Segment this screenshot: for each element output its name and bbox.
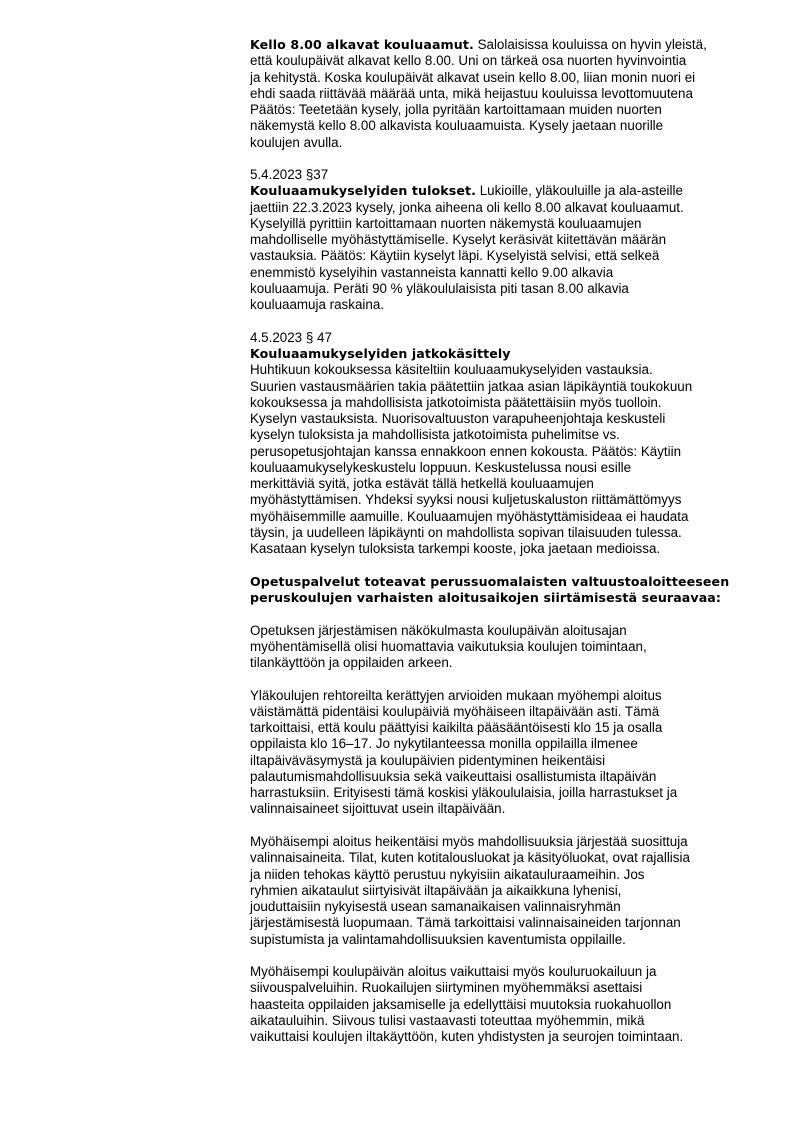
paragraph-line: Suurien vastausmäärien takia päätettiin jatkaa asian läpikäyntiä toukokuun: [250, 378, 693, 394]
spacer: [250, 818, 770, 834]
section-opetuspalvelut: [250, 574, 770, 1046]
section-heading: Opetuspalvelut toteavat perussuomalaisten valtuustoaloitteeseen: [250, 573, 730, 589]
spacer: [250, 558, 770, 574]
paragraph-line: merkittäviä syitä, jotka estävät tällä hetkellä kouluaamujen: [250, 476, 594, 492]
spacer: [250, 948, 770, 964]
paragraph-line: näkemystä kello 8.00 alkavista kouluaamuista. Kysely jaetaan nuorille: [250, 118, 664, 134]
paragraph-line: vaikuttaisi koulujen iltakäyttöön, kuten yhdistysten ja seurojen toimintaan.: [250, 1029, 684, 1045]
paragraph-line: järjestämisestä luopumaan. Tämä tarkoittaisi valinnaisaineiden tarjonnan: [250, 915, 681, 931]
paragraph-line: harrastuksiin. Erityisesti tämä koskisi yläkoululaisia, joilla harrastukset ja: [250, 785, 678, 801]
text-run: Salolaisissa kouluissa on hyvin yleistä,: [473, 37, 707, 52]
paragraph-line: [250, 37, 770, 53]
paragraph: [250, 623, 770, 672]
paragraph: [250, 834, 770, 948]
section-heading: peruskoulujen varhaisten aloitusaikojen siirtämisestä seuraavaa:: [250, 590, 722, 606]
paragraph-line: ryhmien aikataulut siirtyisivät iltapäivään ja aikaikkuna lyhenisi,: [250, 882, 622, 898]
paragraph-line: tarkoittaisi, että koulu päättyisi kaikilta pääsääntöisesti klo 15 ja osalla: [250, 720, 663, 736]
section-heading: Kouluaamukyselyiden tulokset.: [250, 183, 476, 199]
paragraph-line: Kasataan kyselyn tuloksista tarkempi kooste, joka jaetaan medioissa.: [250, 541, 661, 557]
section-jatkokasittely: [250, 330, 770, 558]
paragraph-line: koulujen avulla.: [250, 134, 343, 150]
paragraph-line: kyselyn tuloksista ja mahdollisista jatkotoimista puhelimitse vs.: [250, 427, 620, 443]
paragraph-line: iltapäiväväsymystä ja koulupäivien pidentyminen heikentäisi: [250, 752, 606, 768]
paragraph-line: kouluaamuja. Peräti 90 % yläkoululaisista piti tasan 8.00 alkavia: [250, 280, 629, 296]
paragraph: [250, 964, 770, 1045]
paragraph-line: oppilaista klo 16–17. Jo nykytilanteessa monilla oppilailla ilmenee: [250, 736, 638, 752]
paragraph-line: Kyselyn vastauksista. Nuorisovaltuuston varapuheenjohtaja keskusteli: [250, 411, 666, 427]
paragraph-line: supistumista ja valintamahdollisuuksien kaventumista oppilaille.: [250, 931, 626, 947]
paragraph-line: Opetuksen järjestämisen näkökulmasta koulupäivän aloitusajan: [250, 622, 627, 638]
paragraph-line: väistämättä pidentäisi koulupäiviä myöhäiseen iltapäivään asti. Tämä: [250, 703, 660, 719]
spacer: [250, 151, 770, 167]
paragraph-line: mahdolliselle myöhästyttämiselle. Kyselyt keräsivät kiitettävän määrän: [250, 232, 667, 248]
section-heading: Kouluaamukyselyiden jatkokäsittely: [250, 346, 511, 362]
section-kyselyiden-tulokset: [250, 167, 770, 313]
paragraph-line: ja niiden tehokas käyttö perustuu nykyisiin aikatauluraameihin. Jos: [250, 866, 645, 882]
paragraph-line: Myöhäisempi aloitus heikentäisi myös mahdollisuuksia järjestää suosittuja: [250, 834, 688, 850]
paragraph-line: Päätös: Teetetään kysely, jolla pyritään kartoittamaan muiden nuorten: [250, 102, 662, 118]
paragraph-line: haasteita oppilaiden jaksamiselle ja edellyttäisi muutoksia ruokahuollon: [250, 996, 672, 1012]
meeting-date: 4.5.2023 § 47: [250, 329, 332, 345]
paragraph-line: myöhäisemmille aamuille. Kouluaamujen myöhästyttämisideaa ei haudata: [250, 508, 689, 524]
text-run: Lukioille, yläkouluille ja ala-asteille: [475, 183, 683, 199]
spacer: [250, 606, 770, 622]
section-kello-8: [250, 37, 770, 151]
paragraph-line: [250, 183, 770, 199]
paragraph-line: Yläkoulujen rehtoreilta kerättyjen arvioiden mukaan myöhempi aloitus: [250, 687, 662, 703]
paragraph-line: aikatauluihin. Siivous tulisi vastaavasti toteuttaa myöhemmin, mikä: [250, 1012, 645, 1028]
paragraph-line: valinnaisaineet sijoittuvat usein iltapäivään.: [250, 801, 506, 817]
paragraph-line: palautumismahdollisuuksia sekä vaikeuttaisi osallistumista iltapäivän: [250, 768, 657, 784]
paragraph: [250, 688, 770, 818]
spacer: [250, 314, 770, 330]
meeting-date: 5.4.2023 §37: [250, 167, 329, 183]
paragraph-line: jouduttaisiin nykyisestä usean samanaikaisen valinnaisryhmän: [250, 899, 621, 915]
paragraph-line: kouluaamuja raskaina.: [250, 297, 384, 313]
paragraph-line: siivouspalveluihin. Ruokailujen siirtyminen myöhemmäksi asettaisi: [250, 980, 643, 996]
paragraph-line: valinnaisaineita. Tilat, kuten kotitalousluokat ja käsityöluokat, ovat rajallisia: [250, 850, 690, 866]
paragraph-line: enemmistö kyselyihin vastanneista kannatti kello 9.00 alkavia: [250, 264, 614, 280]
section-heading: Kello 8.00 alkavat kouluaamut.: [250, 37, 474, 52]
document-body: [250, 37, 770, 1045]
paragraph-line: kouluaamukyselykeskustelu loppuun. Keskustelussa nousi esille: [250, 459, 632, 475]
paragraph-line: jaettiin 22.3.2023 kysely, jonka aiheena oli kello 8.00 alkavat kouluaamut.: [250, 199, 684, 215]
paragraph-line: Kyselyillä pyrittiin kartoittamaan nuorten näkemystä kouluaamujen: [250, 215, 642, 231]
paragraph-line: perusopetusjohtajan kanssa ennakkoon ennen kokousta. Päätös: Käytiin: [250, 443, 682, 459]
paragraph-line: ja kehitystä. Koska koulupäivät alkavat usein kello 8.00, liian monin nuori ei: [250, 69, 696, 85]
paragraph-line: Huhtikuun kokouksessa käsiteltiin kouluaamukyselyiden vastauksia.: [250, 362, 653, 378]
paragraph-line: että koulupäivät alkavat kello 8.00. Uni on tärkeä osa nuorten hyvinvointia: [250, 53, 687, 69]
paragraph-line: täysin, ja uudelleen läpikäynti on mahdollista sopivan tilaisuuden tulessa.: [250, 524, 682, 540]
paragraph-line: myöhästyttämisen. Yhdeksi syyksi nousi kuljetuskaluston riittämättömyys: [250, 492, 682, 508]
paragraph-line: ehdi saada riittävää määrää unta, mikä heijastuu kouluissa levottomuutena: [250, 85, 693, 101]
paragraph-line: Myöhäisempi koulupäivän aloitus vaikuttaisi myös kouluruokailuun ja: [250, 964, 657, 980]
paragraph-line: myöhentämisellä olisi huomattavia vaikutuksia koulujen toimintaan,: [250, 638, 647, 654]
paragraph-line: kokouksessa ja mahdollisista jatkotoimista päätettäisiin myös tuolloin.: [250, 394, 662, 410]
paragraph-line: tilankäyttöön ja oppilaiden arkeen.: [250, 655, 453, 671]
spacer: [250, 671, 770, 687]
paragraph-line: vastauksia. Päätös: Käytiin kyselyt läpi. Kyselyistä selvisi, että selkeä: [250, 248, 660, 264]
